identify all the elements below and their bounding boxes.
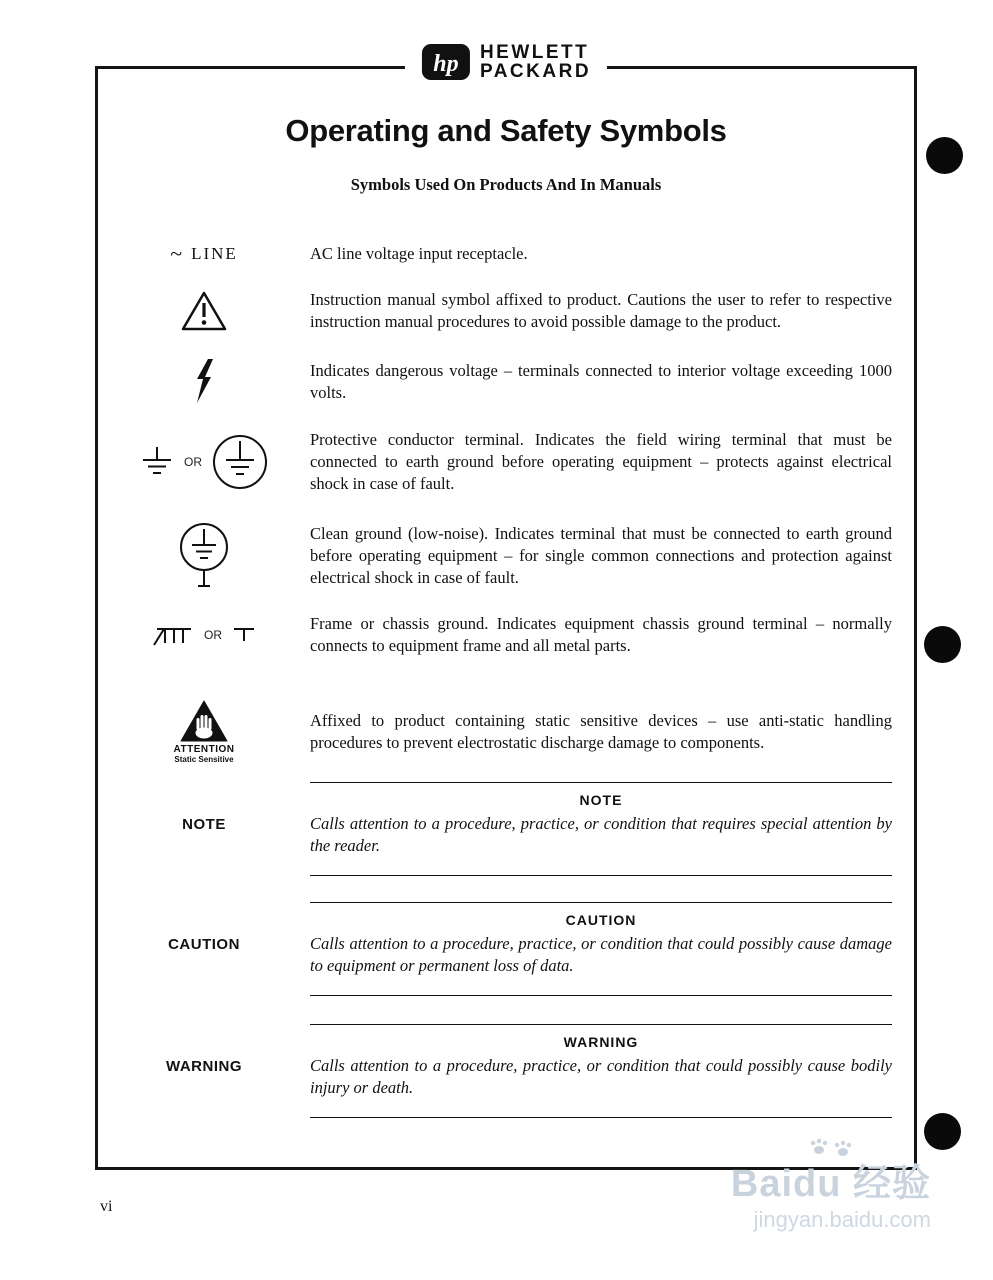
notice-label: NOTE	[182, 816, 226, 833]
tilde-icon: ~	[170, 241, 183, 266]
static-sensitive-triangle-icon	[179, 699, 229, 743]
instruction-manual-triangle-icon	[180, 290, 228, 332]
notice-text: Calls attention to a procedure, practice, or condition that requires special attention by the reader.	[310, 814, 892, 855]
symbol-description: Protective conductor terminal. Indicates the field wiring terminal that must be connected to earth ground before operating equipment – protects against electrical shock in case of fault.	[310, 430, 892, 493]
hp-logo-mark-icon	[421, 43, 471, 81]
symbol-description: Frame or chassis ground. Indicates equipment chassis ground terminal – normally connects to equipment frame and all metal parts.	[310, 614, 892, 655]
tilde-line-symbol	[98, 241, 310, 267]
symbol-row-static-sensitive	[98, 699, 914, 764]
page-title: Operating and Safety Symbols	[285, 113, 727, 148]
or-label: OR	[184, 455, 202, 469]
symbol-description: Clean ground (low-noise). Indicates terminal that must be connected to earth ground before operating equipment – for single common connections and protection against electrical shock in case of fault.	[310, 524, 892, 587]
hp-logo-line2: PACKARD	[479, 61, 592, 82]
symbol-row-instruction-manual	[98, 289, 914, 333]
watermark-brand: Baidu 经验	[730, 1163, 931, 1205]
symbol-row-chassis-ground	[98, 613, 914, 657]
notice-rule-top	[310, 902, 892, 903]
symbol-row-line	[98, 241, 914, 267]
notice-section-note	[98, 782, 914, 876]
notice-text: Calls attention to a procedure, practice, or condition that could possibly cause damage to equipment or permanent loss of data.	[310, 934, 892, 975]
watermark	[731, 1138, 931, 1235]
symbol-description: Instruction manual symbol affixed to product. Cautions the user to refer to respective instruction manual procedures to avoid possible damage to the product.	[310, 290, 892, 331]
symbol-row-protective-conductor	[98, 429, 914, 495]
line-label: LINE	[191, 244, 238, 263]
symbol-description: AC line voltage input receptacle.	[310, 244, 528, 263]
notice-heading: CAUTION	[565, 912, 637, 928]
notice-rule-bottom	[310, 995, 892, 996]
watermark-paws-icon	[807, 1138, 853, 1158]
notice-rule-bottom	[310, 875, 892, 876]
binding-hole	[924, 626, 961, 663]
notice-section-caution	[98, 902, 914, 996]
symbol-row-dangerous-voltage	[98, 359, 914, 405]
notice-section-warning	[98, 1024, 914, 1118]
earth-ground-icon	[139, 445, 175, 479]
perpendicular-ground-icon	[231, 626, 257, 644]
watermark-url: jingyan.baidu.com	[753, 1207, 931, 1232]
hp-logo	[405, 43, 607, 81]
notice-rule-bottom	[310, 1117, 892, 1118]
svg-text:hp: hp	[433, 51, 459, 77]
circled-earth-ground-icon	[211, 433, 269, 491]
or-label: OR	[204, 628, 222, 642]
notice-heading: NOTE	[579, 792, 623, 808]
symbol-description: Indicates dangerous voltage – terminals connected to interior voltage exceeding 1000 volts.	[310, 361, 892, 402]
page-subtitle: Symbols Used On Products And In Manuals	[350, 175, 662, 194]
dangerous-voltage-bolt-icon	[193, 359, 215, 405]
static-sensitive-label: Static Sensitive	[174, 755, 234, 764]
page-frame	[95, 42, 917, 1170]
binding-hole	[926, 137, 963, 174]
attention-label: ATTENTION	[173, 744, 235, 755]
page-number: vi	[100, 1198, 113, 1215]
notice-label: WARNING	[166, 1058, 242, 1075]
notice-rule-top	[310, 1024, 892, 1025]
hp-logo-line1: HEWLETT	[479, 42, 590, 63]
notice-text: Calls attention to a procedure, practice, or condition that could possibly cause bodily injury or death.	[310, 1056, 892, 1097]
symbol-row-clean-ground	[98, 521, 914, 591]
notice-heading: WARNING	[563, 1034, 639, 1050]
notice-label: CAUTION	[168, 936, 240, 953]
hp-logo-text	[480, 43, 591, 81]
notice-rule-top	[310, 782, 892, 783]
clean-ground-circled-icon	[175, 521, 233, 591]
static-sensitive-icon	[174, 699, 235, 764]
symbol-description: Affixed to product containing static sensitive devices – use anti-static handling procedures to prevent electrostatic discharge damage to components.	[310, 710, 892, 752]
chassis-ground-icon	[151, 621, 195, 649]
